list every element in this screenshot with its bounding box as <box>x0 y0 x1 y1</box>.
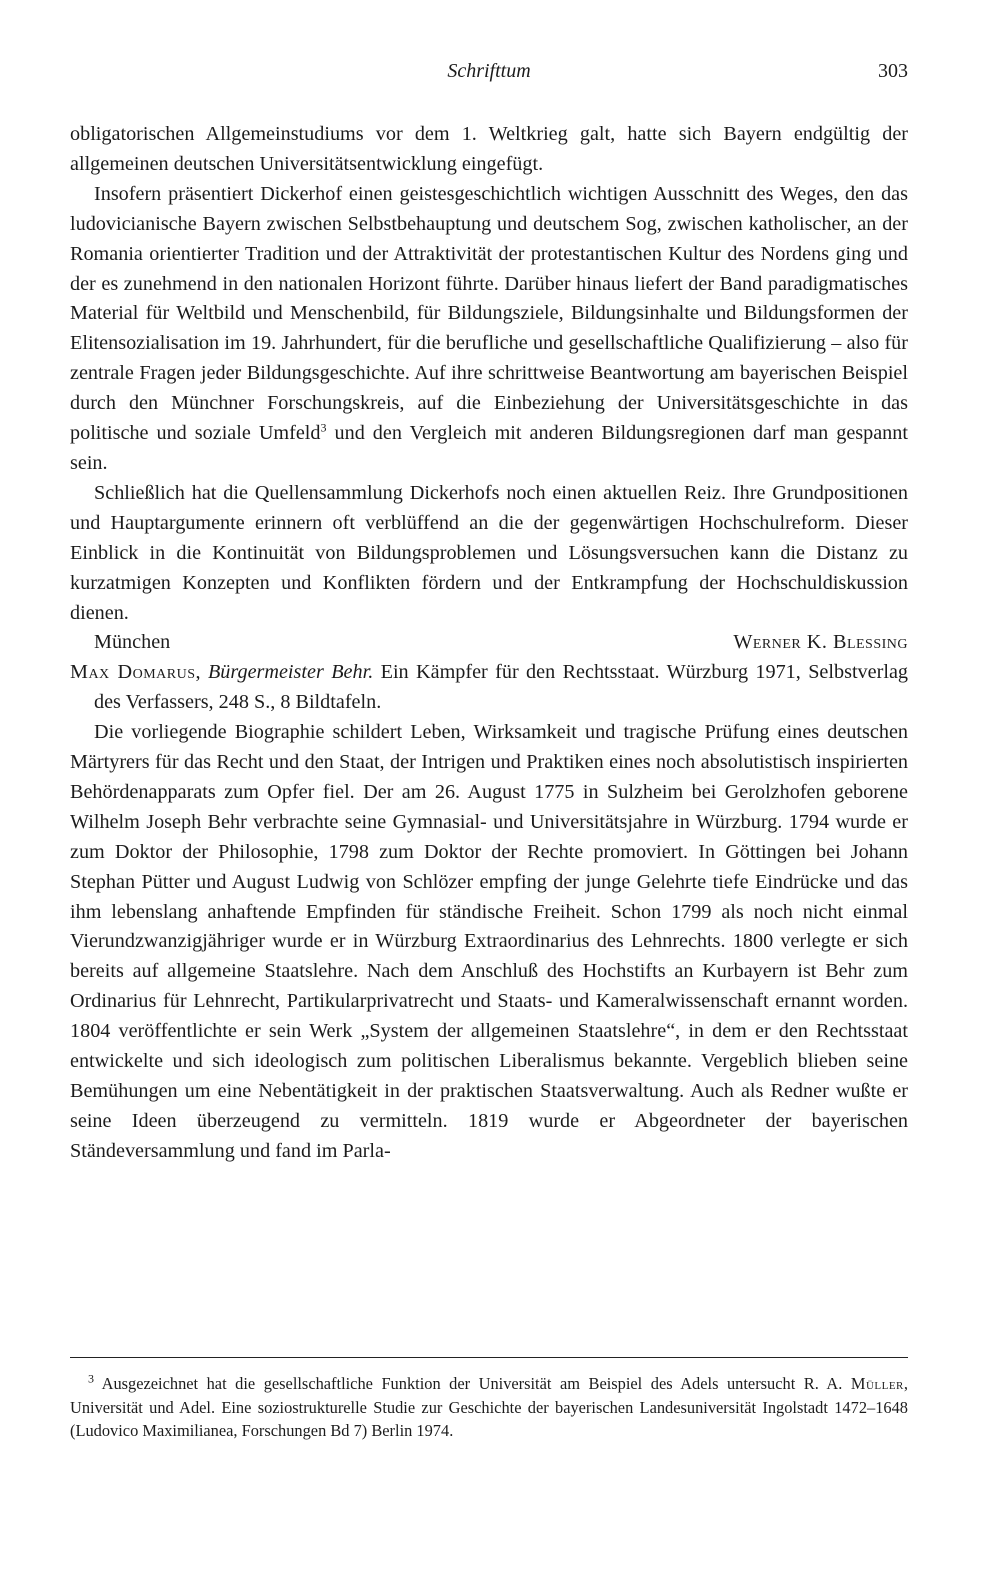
paragraph-schliesslich: Schließlich hat die Quellensammlung Dickerhofs noch einen aktuellen Reiz. Ihre Grundpositionen und Hauptargumente erinnern oft verblüffend an die der gegenwärtigen Hochschulreform. Dieser Einblick in die Kontinuität von Bildungsproblemen und Lösungsversuchen kann die Distanz zu kurzatmigen Konzepten und Konflikten fördern und der Entkrampfung der Hochschuldiskussion dienen. <box>70 481 908 624</box>
footnote-marker: 3 <box>320 420 327 435</box>
page-header <box>70 60 908 90</box>
footnotes <box>70 1372 908 1443</box>
main-text <box>70 120 908 1167</box>
footnote-text-continued: , Universität und Adel. Eine soziostrukturelle Studie zur Geschichte der bayerischen Landesuniversität Ingolstadt 1472–1648 (Ludovico Maximilianea, Forschungen Bd 7) Berlin 1974. <box>70 1374 908 1440</box>
cited-details: Ein Kämpfer für den Rechtsstaat. Würzburg 1971, Selbstverlag des Verfassers, 248 S., 8 Bildtafeln. <box>94 661 908 714</box>
running-head: Schrifttum <box>447 60 531 82</box>
footnote-text: Ausgezeichnet hat die gesellschaftliche Funktion der Universität am Beispiel des Adels untersucht R. A. <box>94 1374 851 1393</box>
footnote-cited-author: Müller <box>850 1374 904 1393</box>
cited-author: Max Domarus <box>70 661 196 684</box>
signature-author: Werner K. Blessing <box>733 631 908 654</box>
paragraph-continued: obligatorischen Allgemeinstudiums vor dem 1. Weltkrieg galt, hatte sich Bayern endgültig der allgemeinen deutschen Universitätsentwicklung eingefügt. <box>70 123 908 175</box>
signature-place: München <box>94 631 171 654</box>
review-text: Die vorliegende Biographie schildert Leben, Wirksamkeit und tragische Prüfung eines deutschen Märtyrers für das Recht und den Staat, der Intrigen und Praktiken eines noch absolutistisch inspirierten Behördenapparats zum Opfer fiel. Der am 26. August 1775 in Sulzheim bei Gerolzhofen geborene Wilhelm Joseph Behr verbrachte seine Gymnasial- und Universitätsjahre in Würzburg. 1794 wurde er zum Doktor der Philosophie, 1798 zum Doktor der Rechte promoviert. In Göttingen bei Johann Stephan Pütter und August Ludwig von Schlözer empfing der junge Gelehrte tiefe Eindrücke und das ihm lebenslang anhaftende Empfinden für ständische Freiheit. Schon 1799 als noch nicht einmal Vierundzwanzigjähriger wurde er in Würzburg Extraordinarius des Lehnrechts. 1800 verlegte er sich bereits auf allgemeine Staatslehre. Nach dem Anschluß des Hochstifts an Kurbayern ist Behr zum Ordinarius für Lehnrecht, Partikularprivatrecht und Staats- und Kameralwissenschaft ernannt worden. 1804 veröffentlichte er sein Werk „System der allgemeinen Staatslehre“, in dem er den Rechtsstaat entwickelte und sich ideologisch zum politischen Liberalismus bekannte. Vergeblich blieben seine Bemühungen um eine Nebentätigkeit in der praktischen Staatsverwaltung. Auch als Redner wußte er seine Ideen überzeugend zu vermitteln. 1819 wurde er Abgeordneter der bayerischen Ständeversammlung und fand im Parla- <box>70 721 908 1162</box>
footnote-divider <box>70 1357 908 1358</box>
review-signature <box>70 628 908 658</box>
paragraph-text: Insofern präsentiert Dickerhof einen geistesgeschichtlich wichtigen Ausschnitt des Weges, den das ludovicianische Bayern zwischen Selbstbehauptung und deutschem Sog, zwischen katholischer, an der Romania orientierter Tradition und der Attraktivität der protestantischen Kultur des Nordens ging und der es zunehmend in den nationalen Horizont führte. Darüber hinaus liefert der Band paradigmatisches Material für Weltbild und Menschenbild, für Bildungsziele, Bildungsinhalte und Bildungsformen der Elitensozialisation im 19. Jahrhundert, für die berufliche und gesellschaftliche Qualifizierung – also für zentrale Fragen jeder Bildungsgeschichte. Auf ihre schrittweise Beantwortung am bayerischen Beispiel durch den Münchner Forschungskreis, auf die Einbeziehung der Universitätsgeschichte in das politische und soziale Umfeld <box>70 182 908 445</box>
review-citation: Max Domarus, Bürgermeister Behr. Ein Kämpfer für den Rechtsstaat. Würzburg 1971, Selbstverlag des Verfassers, 248 S., 8 Bildtafeln. <box>70 661 908 714</box>
paragraph-text-continued: und den Vergleich mit anderen Bildungsregionen darf man gespannt sein. <box>70 422 908 474</box>
paragraph-insofern <box>70 180 908 479</box>
footnote-number: 3 <box>88 1371 94 1386</box>
cited-title: Bürgermeister Behr. <box>207 661 374 684</box>
footnote-3 <box>70 1372 908 1443</box>
page-number: 303 <box>878 60 908 82</box>
